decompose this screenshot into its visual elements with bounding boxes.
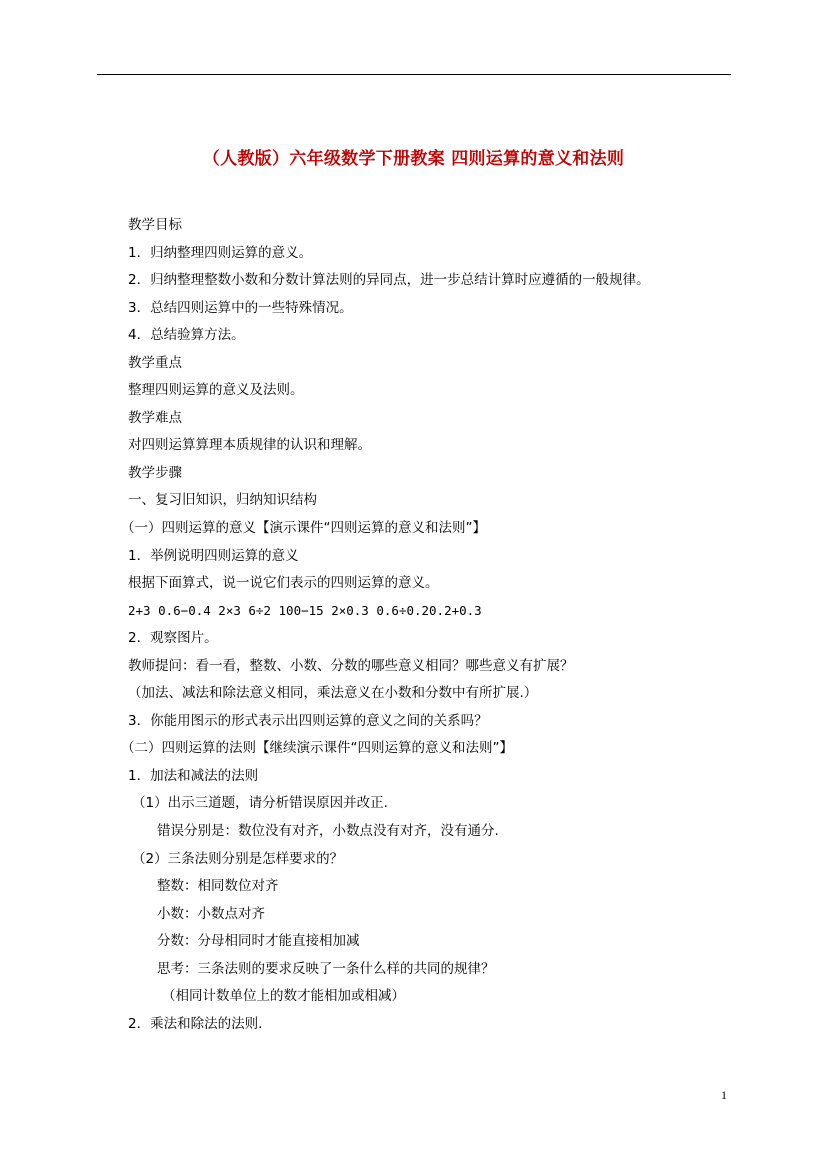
text-line: （加法、减法和除法意义相同，乘法意义在小数和分数中有所扩展.）	[128, 685, 538, 701]
text-line: 2．归纳整理整数小数和分数计算法则的异同点，进一步总结计算时应遵循的一般规律。	[128, 272, 650, 288]
text-line: 错误分别是：数位没有对齐，小数点没有对齐，没有通分.	[157, 823, 499, 839]
text-line: 教学重点	[128, 355, 182, 371]
text-line: （相同计数单位上的数才能相加或相减）	[162, 988, 405, 1004]
text-line: 教学目标	[128, 217, 182, 233]
page-number: 1	[721, 1088, 727, 1102]
text-line: 思考：三条法则的要求反映了一条什么样的共同的规律？	[157, 961, 495, 977]
text-line: 教学难点	[128, 410, 182, 426]
text-line: 整理四则运算的意义及法则。	[128, 382, 304, 398]
text-line: 3．你能用图示的形式表示出四则运算的意义之间的关系吗？	[128, 713, 488, 729]
text-line: 2．观察图片。	[128, 630, 218, 646]
text-line: 根据下面算式，说一说它们表示的四则运算的意义。	[128, 575, 439, 591]
text-line: 2．乘法和除法的法则.	[128, 1016, 263, 1032]
text-line: 整数：相同数位对齐	[157, 878, 279, 894]
text-line: 4．总结验算方法。	[128, 327, 245, 343]
text-line: （1）出示三道题，请分析错误原因并改正.	[132, 795, 388, 811]
text-line: 教学步骤	[128, 465, 182, 481]
text-line: 对四则运算算理本质规律的认识和理解。	[128, 437, 371, 453]
text-line: 1．举例说明四则运算的意义	[128, 548, 299, 564]
text-line: 分数：分母相同时才能直接相加减	[157, 933, 360, 949]
text-line: （一）四则运算的意义【演示课件“四则运算的意义和法则”】	[121, 520, 486, 536]
text-line: 教师提问：看一看，整数、小数、分数的哪些意义相同？哪些意义有扩展？	[128, 658, 574, 674]
text-line: （2）三条法则分别是怎样要求的？	[132, 851, 344, 867]
text-line: 3．总结四则运算中的一些特殊情况。	[128, 300, 353, 316]
text-line: 2+3 0.6−0.4 2×3 6÷2 100−15 2×0.3 0.6÷0.20.2+0.3	[128, 603, 482, 618]
text-line: 一、复习旧知识，归纳知识结构	[128, 492, 317, 508]
text-line: （二）四则运算的法则【继续演示课件“四则运算的意义和法则”】	[121, 740, 513, 756]
text-line: 1．加法和减法的法则	[128, 768, 259, 784]
text-line: 1．归纳整理四则运算的意义。	[128, 245, 313, 261]
document-title: （人教版）六年级数学下册教案 四则运算的意义和法则	[202, 149, 625, 169]
text-line: 小数：小数点对齐	[157, 906, 265, 922]
